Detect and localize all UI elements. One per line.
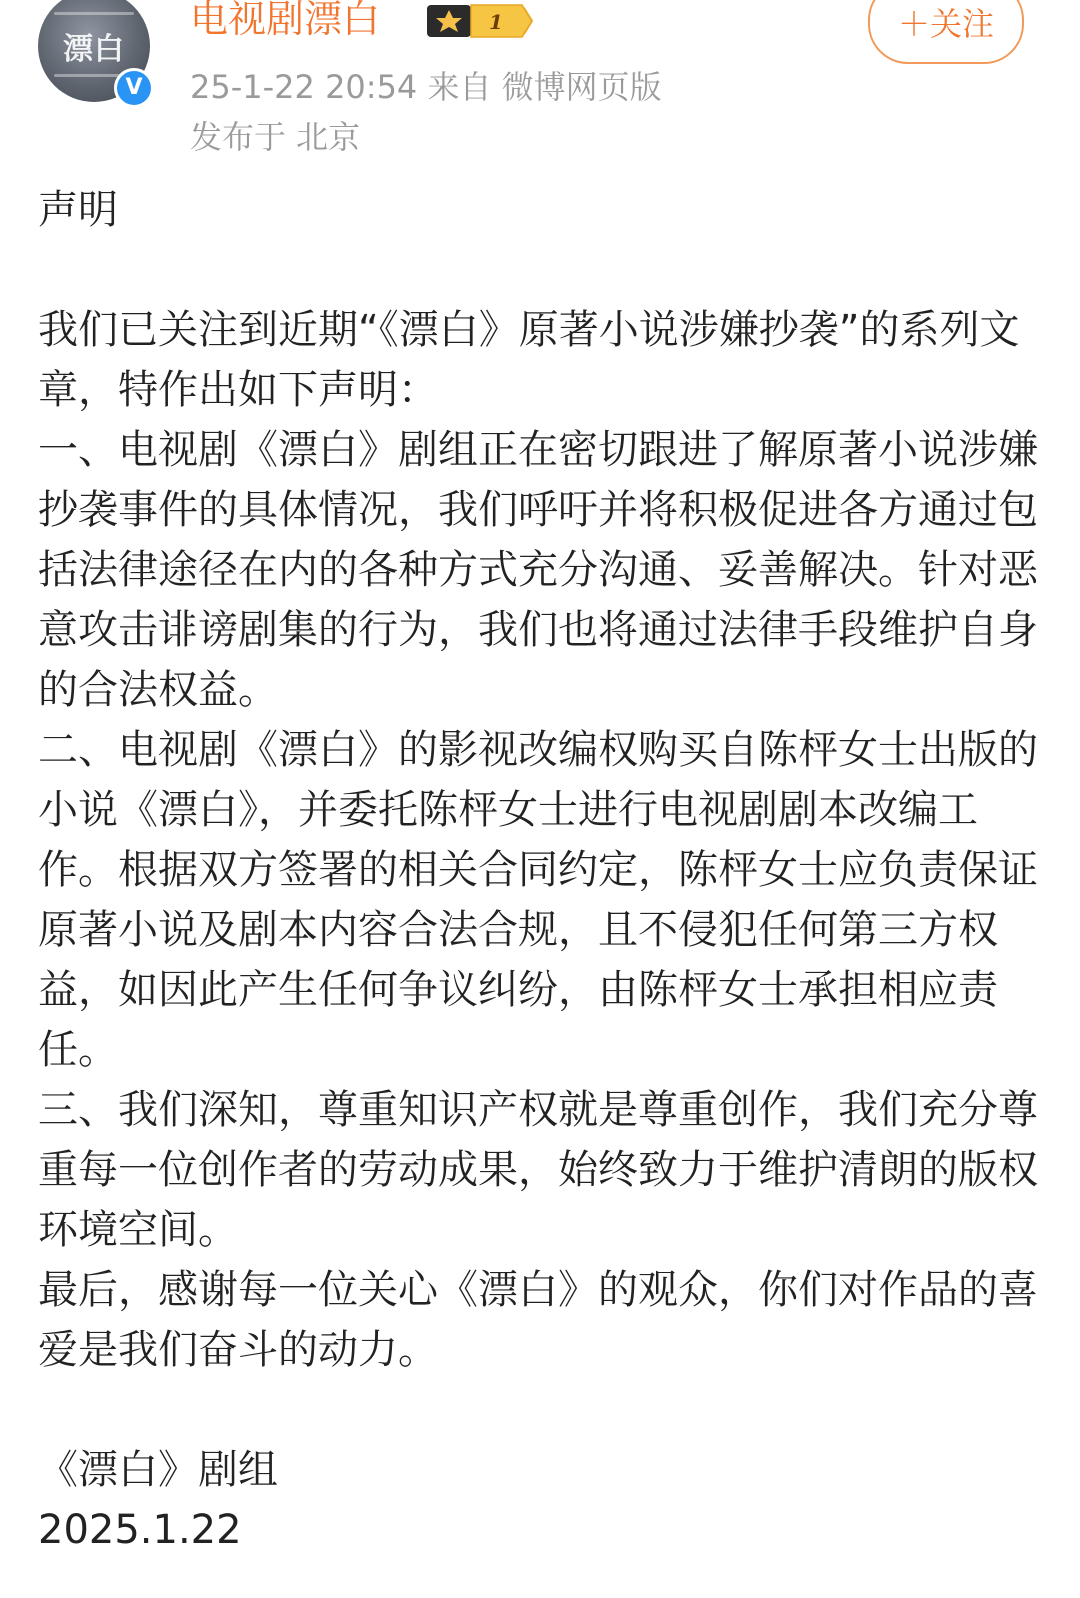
statement-intro: 我们已关注到近期“《漂白》原著小说涉嫌抄袭”的系列文章，特作出如下声明： <box>38 307 1020 413</box>
vip-level-badge-icon <box>426 4 534 38</box>
statement-point-1: 一、电视剧《漂白》剧组正在密切跟进了解原著小说涉嫌抄袭事件的具体情况，我们呼吁并将积极促进各方通过包括法律途径在内的各种方式充分沟通、妥善解决。针对恶意攻击诽谤剧集的行为，我们也将通过法律手段维护自身的合法权益。 <box>38 427 1038 713</box>
verified-badge-icon: V <box>114 68 154 108</box>
follow-button[interactable]: ＋关注 <box>868 0 1024 64</box>
statement-point-2: 二、电视剧《漂白》的影视改编权购买自陈枰女士出版的小说《漂白》，并委托陈枰女士进行电视剧剧本改编工作。根据双方签署的相关合同约定，陈枰女士应负责保证原著小说及剧本内容合法合规，且不侵犯任何第三方权益，如因此产生任何争议纠纷，由陈枰女士承担相应责任。 <box>38 727 1038 1073</box>
statement-closing: 最后，感谢每一位关心《漂白》的观众，你们对作品的喜爱是我们奋斗的动力。 <box>38 1267 1038 1373</box>
statement-signature: 《漂白》剧组 <box>38 1447 278 1493</box>
statement-title: 声明 <box>38 187 118 233</box>
statement-date: 2025.1.22 <box>38 1507 242 1553</box>
post-time-source: 25-1-22 20:54 来自 微博网页版 <box>190 68 662 106</box>
vip-level-text: 1 <box>489 10 503 34</box>
spacer <box>38 240 1038 300</box>
post-header <box>0 0 1080 170</box>
account-name[interactable]: 电视剧漂白 <box>190 0 381 41</box>
avatar-decoration <box>54 12 134 15</box>
spacer <box>38 1380 1038 1440</box>
post-body <box>38 180 1038 1560</box>
avatar-logo-text: 漂白 <box>63 32 125 67</box>
post-location: 发布于 北京 <box>190 118 361 156</box>
statement-point-3: 三、我们深知，尊重知识产权就是尊重创作，我们充分尊重每一位创作者的劳动成果，始终致力于维护清朗的版权环境空间。 <box>38 1087 1038 1253</box>
